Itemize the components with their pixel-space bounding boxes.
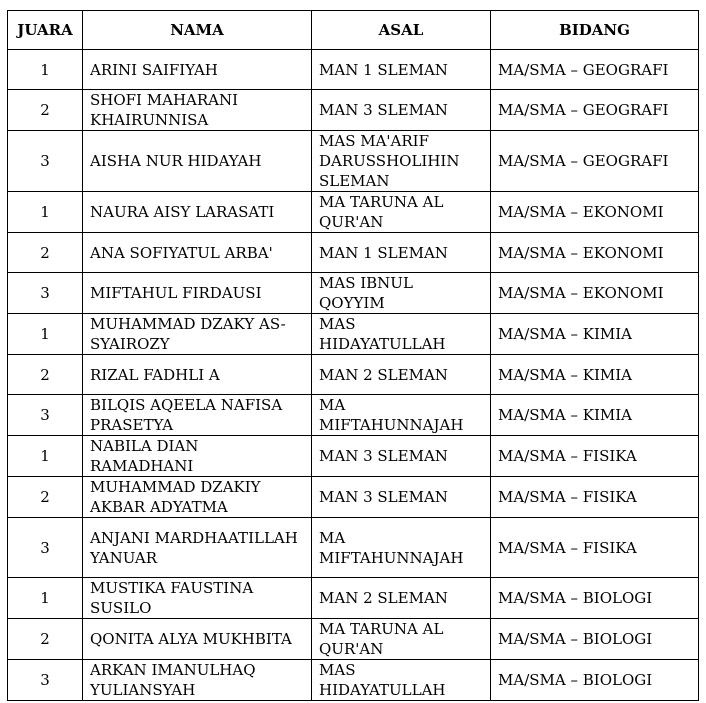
cell-asal: MAN 2 SLEMAN: [312, 355, 491, 395]
cell-asal: MAN 2 SLEMAN: [312, 578, 491, 619]
cell-juara: 2: [8, 90, 83, 131]
header-row: [8, 11, 699, 50]
header-bidang: BIDANG: [491, 11, 699, 50]
cell-nama: RIZAL FADHLI A: [83, 355, 312, 395]
cell-nama: MUHAMMAD DZAKY AS-SYAIROZY: [83, 314, 312, 355]
cell-bidang: MA/SMA – GEOGRAFI: [491, 90, 699, 131]
cell-juara: 1: [8, 314, 83, 355]
cell-bidang: MA/SMA – FISIKA: [491, 436, 699, 477]
cell-juara: 2: [8, 233, 83, 273]
cell-bidang: MA/SMA – KIMIA: [491, 314, 699, 355]
cell-bidang: MA/SMA – BIOLOGI: [491, 660, 699, 701]
cell-asal: MAS MA'ARIF DARUSSHOLIHIN SLEMAN: [312, 131, 491, 192]
cell-asal: MAS HIDAYATULLAH: [312, 660, 491, 701]
table-row: [8, 395, 699, 436]
table-row: [8, 518, 699, 578]
table-row: [8, 233, 699, 273]
cell-asal: MAN 3 SLEMAN: [312, 477, 491, 518]
table-row: [8, 660, 699, 701]
cell-juara: 3: [8, 518, 83, 578]
cell-nama: ARINI SAIFIYAH: [83, 50, 312, 90]
table-row: [8, 578, 699, 619]
table-row: [8, 477, 699, 518]
cell-juara: 3: [8, 131, 83, 192]
cell-nama: BILQIS AQEELA NAFISA PRASETYA: [83, 395, 312, 436]
header-nama: NAMA: [83, 11, 312, 50]
cell-juara: 2: [8, 355, 83, 395]
cell-nama: AISHA NUR HIDAYAH: [83, 131, 312, 192]
cell-nama: MIFTAHUL FIRDAUSI: [83, 273, 312, 314]
cell-juara: 2: [8, 477, 83, 518]
table-row: [8, 131, 699, 192]
cell-nama: MUSTIKA FAUSTINA SUSILO: [83, 578, 312, 619]
cell-nama: SHOFI MAHARANI KHAIRUNNISA: [83, 90, 312, 131]
cell-juara: 2: [8, 619, 83, 660]
cell-asal: MA TARUNA AL QUR'AN: [312, 619, 491, 660]
table-row: [8, 192, 699, 233]
cell-juara: 1: [8, 50, 83, 90]
cell-nama: ANA SOFIYATUL ARBA': [83, 233, 312, 273]
cell-bidang: MA/SMA – EKONOMI: [491, 192, 699, 233]
table-row: [8, 314, 699, 355]
cell-juara: 1: [8, 436, 83, 477]
table-row: [8, 273, 699, 314]
cell-bidang: MA/SMA – EKONOMI: [491, 233, 699, 273]
cell-juara: 3: [8, 660, 83, 701]
cell-bidang: MA/SMA – FISIKA: [491, 518, 699, 578]
cell-nama: ANJANI MARDHAATILLAH YANUAR: [83, 518, 312, 578]
cell-bidang: MA/SMA – KIMIA: [491, 355, 699, 395]
cell-juara: 1: [8, 192, 83, 233]
cell-bidang: MA/SMA – BIOLOGI: [491, 578, 699, 619]
cell-bidang: MA/SMA – GEOGRAFI: [491, 50, 699, 90]
table-row: [8, 619, 699, 660]
cell-asal: MAN 1 SLEMAN: [312, 50, 491, 90]
cell-asal: MAN 1 SLEMAN: [312, 233, 491, 273]
header-asal: ASAL: [312, 11, 491, 50]
cell-nama: NABILA DIAN RAMADHANI: [83, 436, 312, 477]
winners-table: [7, 10, 699, 701]
cell-nama: ARKAN IMANULHAQ YULIANSYAH: [83, 660, 312, 701]
table-row: [8, 90, 699, 131]
cell-asal: MAS IBNUL QOYYIM: [312, 273, 491, 314]
cell-asal: MA TARUNA AL QUR'AN: [312, 192, 491, 233]
cell-bidang: MA/SMA – FISIKA: [491, 477, 699, 518]
table-row: [8, 436, 699, 477]
cell-asal: MAS HIDAYATULLAH: [312, 314, 491, 355]
cell-bidang: MA/SMA – KIMIA: [491, 395, 699, 436]
cell-nama: NAURA AISY LARASATI: [83, 192, 312, 233]
cell-asal: MAN 3 SLEMAN: [312, 90, 491, 131]
cell-juara: 3: [8, 395, 83, 436]
cell-nama: MUHAMMAD DZAKIY AKBAR ADYATMA: [83, 477, 312, 518]
cell-juara: 1: [8, 578, 83, 619]
cell-nama: QONITA ALYA MUKHBITA: [83, 619, 312, 660]
cell-bidang: MA/SMA – BIOLOGI: [491, 619, 699, 660]
table-row: [8, 355, 699, 395]
cell-asal: MA MIFTAHUNNAJAH: [312, 395, 491, 436]
cell-juara: 3: [8, 273, 83, 314]
cell-bidang: MA/SMA – EKONOMI: [491, 273, 699, 314]
table-row: [8, 50, 699, 90]
header-juara: JUARA: [8, 11, 83, 50]
cell-bidang: MA/SMA – GEOGRAFI: [491, 131, 699, 192]
cell-asal: MAN 3 SLEMAN: [312, 436, 491, 477]
cell-asal: MA MIFTAHUNNAJAH: [312, 518, 491, 578]
